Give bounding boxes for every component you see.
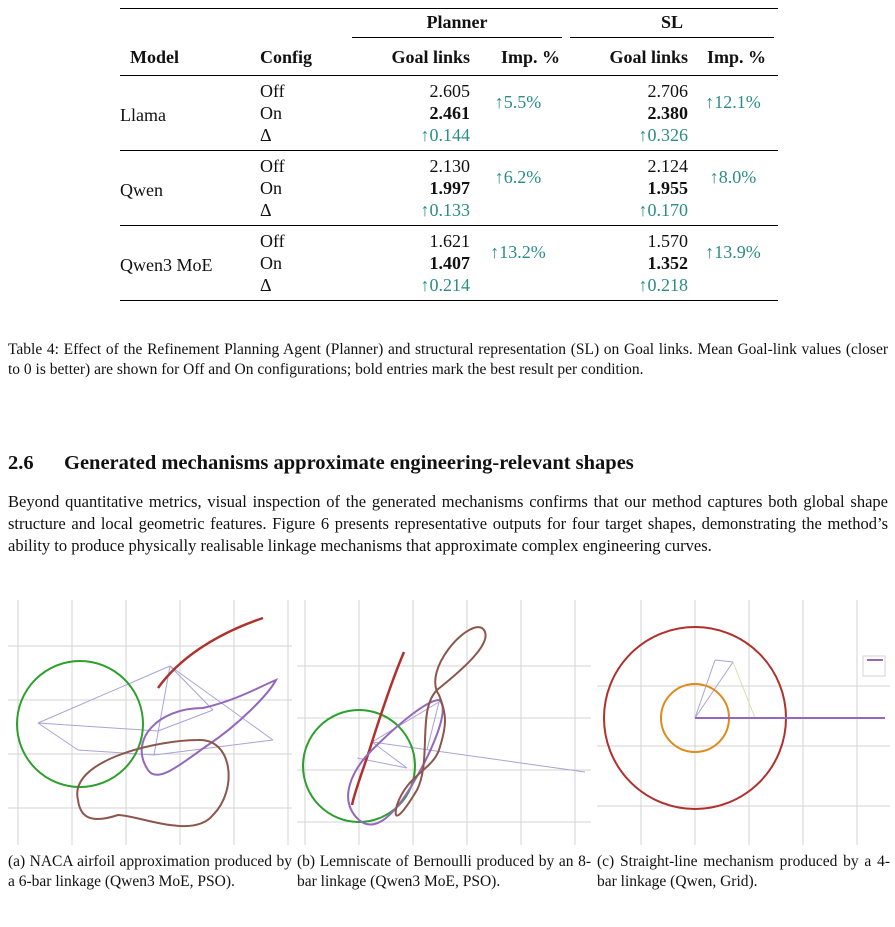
model-name: Qwen: [120, 180, 163, 200]
sl-value: 2.124: [647, 156, 688, 176]
header-planner-imp: Imp. %: [500, 47, 560, 67]
header-config: Config: [260, 47, 313, 67]
config-label: On: [260, 253, 282, 273]
sl-improvement: ↑13.9%: [705, 242, 761, 262]
config-label: Off: [260, 231, 285, 251]
planner-value: 1.407: [429, 253, 470, 273]
sl-improvement: ↑12.1%: [705, 92, 761, 112]
config-label: On: [260, 178, 282, 198]
model-name: Llama: [120, 105, 166, 125]
figure-c-straight-line: [597, 600, 890, 845]
section-title: Generated mechanisms approximate engineering-relevant shapes: [64, 452, 634, 474]
header-sl-goal-links: Goal links: [609, 47, 688, 67]
linkage-bars: [357, 702, 585, 772]
table-row: [120, 76, 778, 103]
group-header-planner: Planner: [348, 9, 566, 40]
section-number: 2.6: [8, 452, 34, 474]
config-label: Δ: [260, 275, 272, 295]
figure-a-plot: [8, 600, 292, 845]
planner-delta: ↑0.144: [420, 125, 470, 145]
sl-value: 2.380: [647, 103, 688, 123]
results-table: [120, 8, 778, 301]
group-header-sl: SL: [566, 9, 778, 40]
sl-value: 2.706: [647, 81, 688, 101]
figure-a-naca-airfoil: [8, 600, 292, 845]
table-caption: Table 4: Effect of the Refinement Planning Agent (Planner) and structural representation (SL) on Goal links. Mean Goal-link values (closer to 0 is better) are shown for Off and On configurations; bold entries mark the best result per condition.: [8, 341, 888, 378]
config-label: Off: [260, 156, 285, 176]
header-planner-goal-links: Goal links: [391, 47, 470, 67]
config-label: Δ: [260, 125, 272, 145]
planner-value: 1.997: [429, 178, 470, 198]
planner-delta: ↑0.214: [420, 275, 470, 295]
planner-delta: ↑0.133: [420, 200, 470, 220]
body-paragraph: Beyond quantitative metrics, visual inspection of the generated mechanisms confirms that our method captures both global shape structure and local geometric features. Figure 6 presents representative outputs for four target shapes, demonstrating the method’s ability to produce physically realisable linkage mechanisms that approximate complex engineering curves.: [8, 492, 888, 555]
green-crank-circle: [17, 661, 143, 787]
planner-improvement: ↑6.2%: [494, 167, 542, 187]
planner-value: 2.130: [429, 156, 470, 176]
config-label: On: [260, 103, 282, 123]
table-row: [120, 151, 778, 178]
red-coupler-curve: [158, 618, 263, 688]
figure-b-lemniscate: [297, 600, 591, 845]
config-label: Off: [260, 81, 285, 101]
figure-b-caption: (b) Lemniscate of Bernoulli produced by an 8-bar linkage (Qwen3 MoE, PSO).: [297, 853, 591, 890]
planner-value: 2.461: [429, 103, 470, 123]
sl-delta: ↑0.218: [638, 275, 688, 295]
figure-a-caption: (a) NACA airfoil approximation produced by a 6-bar linkage (Qwen3 MoE, PSO).: [8, 853, 292, 890]
config-label: Δ: [260, 200, 272, 220]
figure-b-plot: [297, 600, 591, 845]
planner-improvement: ↑13.2%: [490, 242, 546, 262]
grid-lines: [597, 600, 890, 845]
figure-c-plot: [597, 600, 890, 845]
planner-value: 2.605: [429, 81, 470, 101]
follower-bar: [733, 662, 755, 718]
sl-value: 1.570: [647, 231, 688, 251]
table-row: [120, 226, 778, 253]
sl-value: 1.352: [647, 253, 688, 273]
planner-improvement: ↑5.5%: [494, 92, 542, 112]
sl-delta: ↑0.326: [638, 125, 688, 145]
section-heading: [8, 452, 634, 475]
model-name: Qwen3 MoE: [120, 255, 213, 275]
header-sl-imp: Imp. %: [706, 47, 766, 67]
planner-value: 1.621: [429, 231, 470, 251]
header-model: Model: [130, 47, 179, 67]
linkage-bars: [38, 666, 273, 755]
sl-improvement: ↑8.0%: [709, 167, 757, 187]
purple-path-curve: [348, 700, 443, 825]
sl-delta: ↑0.170: [638, 200, 688, 220]
figure-c-caption: (c) Straight-line mechanism produced by a 4-bar linkage (Qwen, Grid).: [597, 853, 890, 890]
sl-value: 1.955: [647, 178, 688, 198]
